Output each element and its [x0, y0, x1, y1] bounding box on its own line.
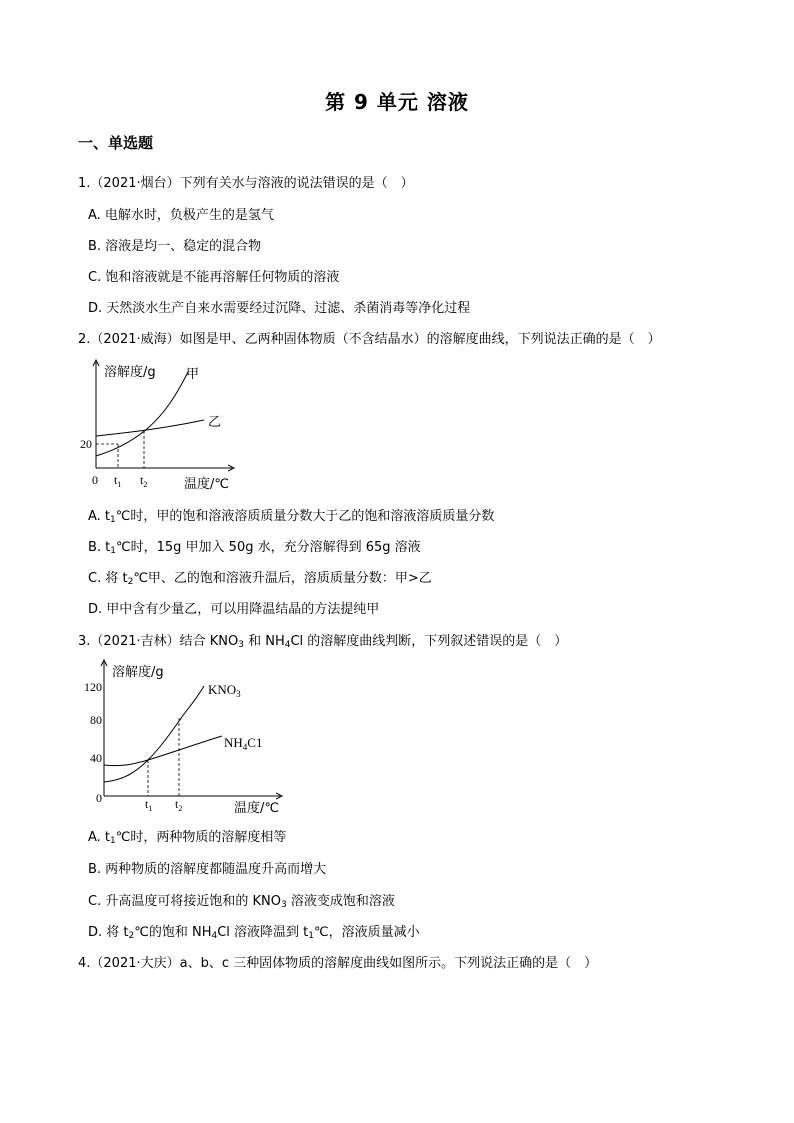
question-3-option-a: A. $t_1℃$时，两种物质的溶解度相等: [88, 830, 287, 846]
chart2-series-nh4cl: [104, 736, 222, 766]
solubility-chart-1: [76, 358, 256, 494]
chart1-series-yi-label: 乙: [208, 415, 222, 430]
question-2-option-c: C. 将 $t_2℃$甲、乙的饱和溶液升温后，溶质质量分数：甲>乙: [88, 571, 432, 587]
question-3-stem: 3.（2021·吉林）结合 $KNO_3$ 和 $NH_4Cl$ 的溶解度曲线判断，下列叙述错误的是（ ）: [78, 634, 568, 650]
chart2-ytick-80: 80: [90, 713, 102, 727]
section-heading: 一、单选题: [78, 134, 154, 152]
chart2-series-kno3: [104, 686, 204, 782]
chart2-t1-label: $t_1$: [145, 797, 153, 813]
question-4-stem: 4.（2021·大庆）a、b、c 三种固体物质的溶解度曲线如图所示。下列说法正确的是（ ）: [78, 956, 598, 971]
chart1-ylabel: 溶解度/g: [104, 365, 156, 380]
question-2-option-b: B. $t_1℃$时，15g 甲加入 50g 水，充分溶解得到 65g 溶液: [88, 540, 421, 556]
question-3-option-b: B. 两种物质的溶解度都随温度升高而增大: [88, 862, 327, 877]
question-3-option-c: C. 升高温度可将接近饱和的 $KNO_3$ 溶液变成饱和溶液: [88, 894, 395, 910]
chart2-kno3-label: $KNO_3$: [208, 682, 241, 699]
chart2-nh4cl-label: $NH_4C1$: [224, 735, 263, 752]
chart2-t2-label: $t_2$: [175, 797, 183, 813]
solubility-chart-2: [84, 658, 294, 818]
chart1-origin: 0: [92, 473, 98, 487]
page-title: 第 9 单元 溶液: [325, 90, 469, 114]
chart2-xlabel: 温度/℃: [234, 801, 279, 816]
chart2-ytick-120: 120: [84, 680, 102, 694]
chart1-t2-label: $t_2$: [140, 473, 148, 489]
chart2-ytick-0: 0: [96, 791, 102, 805]
chart1-ytick-20: 20: [80, 437, 92, 451]
chart2-ytick-40: 40: [90, 751, 102, 765]
question-3-option-d: D. 将 $t_2℃$的饱和 $NH_4Cl$ 溶液降温到 $t_1℃$，溶液质量减小: [88, 925, 420, 941]
chart1-series-yi: [96, 420, 204, 436]
question-1-option-c: C. 饱和溶液就是不能再溶解任何物质的溶液: [88, 270, 340, 285]
question-2-option-d: D. 甲中含有少量乙，可以用降温结晶的方法提纯甲: [88, 602, 380, 617]
question-2-stem: 2.（2021·威海）如图是甲、乙两种固体物质（不含结晶水）的溶解度曲线，下列说法正确的是（ ）: [78, 332, 661, 347]
chart1-xlabel: 温度/℃: [184, 477, 229, 492]
chart1-series-jia-label: 甲: [186, 367, 200, 382]
chart1-series-jia: [96, 372, 188, 456]
question-1-option-b: B. 溶液是均一、稳定的混合物: [88, 239, 262, 254]
question-1-option-d: D. 天然淡水生产自来水需要经过沉降、过滤、杀菌消毒等净化过程: [88, 301, 471, 316]
question-1-option-a: A. 电解水时，负极产生的是氢气: [88, 208, 274, 223]
chart2-ylabel: 溶解度/g: [112, 665, 164, 680]
chart1-t1-label: $t_1$: [114, 473, 122, 489]
question-2-option-a: A. $t_1℃$时，甲的饱和溶液溶质质量分数大于乙的饱和溶液溶质质量分数: [88, 509, 495, 525]
question-1-stem: 1.（2021·烟台）下列有关水与溶液的说法错误的是（ ）: [78, 176, 414, 191]
